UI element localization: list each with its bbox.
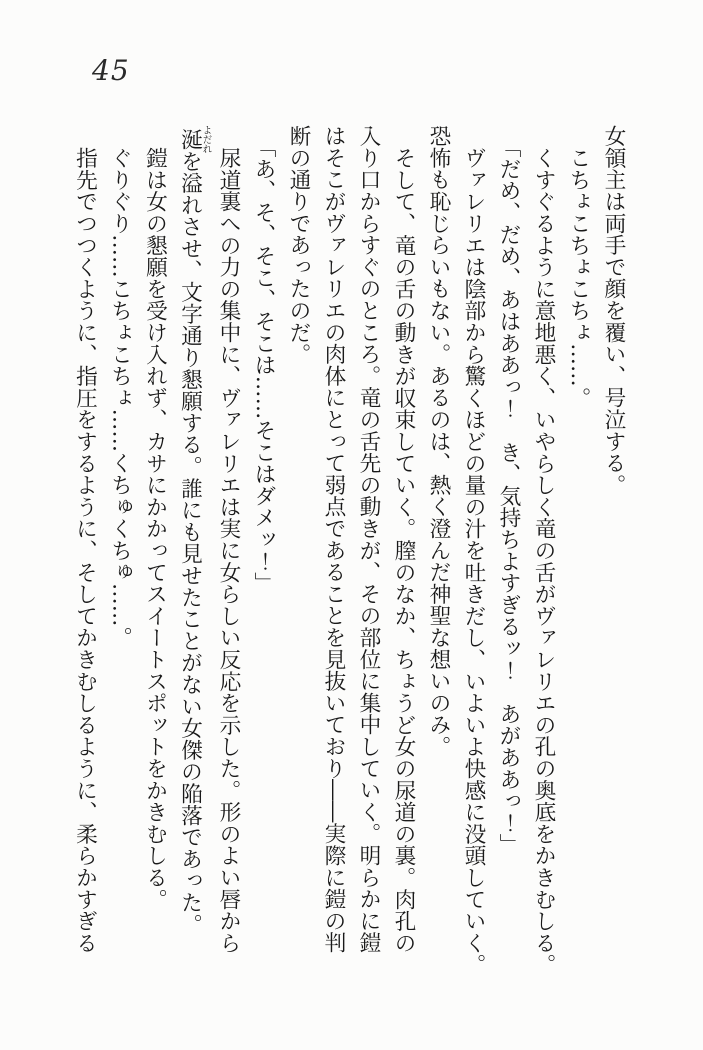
text-column-3: くすぐるように意地悪く、いやらしく竜の舌がヴァレリエの孔の奥底をかきむしる。 (531, 146, 556, 976)
text-column-16: 指先でつつくように、指圧をするように、そしてかきむしるように、柔らかすぎる (72, 146, 98, 954)
text-column-4: 「だめ、だめ、あはああっ！ き、気持ちよすぎるッ！ あがああっ！」 (496, 136, 521, 856)
text-column-13-rest: を溢れさせ、文字通り懇願する。誰にも見せたことがない女傑の陥落であった。 (177, 150, 203, 935)
page-number: 45 (92, 54, 130, 87)
vertical-text-block (68, 125, 632, 977)
text-column-14: 鎧は女の懇願を受け入れず、カサにかかってスイートスポットをかきむしる。 (142, 146, 168, 910)
text-column-13 (173, 125, 212, 977)
furigana: よだれ (200, 125, 212, 154)
text-column-8: 入り口からすぐのところ。竜の舌先の動きが、その部位に集中していく。明らかに鎧 (356, 125, 381, 954)
ruby-word (177, 125, 212, 154)
text-column-9: はそこがヴァレリエの肉体にとって弱点であることを見抜いており――実際に鎧の判 (321, 125, 346, 954)
text-column-2: こちょこちょこちょ……。 (566, 146, 591, 409)
text-column-1: 女領主は両手で顔を覆い、号泣する。 (601, 125, 626, 496)
text-column-11: 「あ、そ、そこ、そこは……そこはダメッ！」 (251, 136, 276, 594)
ruby-base: 涎 (177, 125, 203, 154)
text-column-10: 断の通りであったのだ。 (286, 125, 311, 365)
text-column-5: ヴァレリエは陰部から驚くほどの量の汁を吐きだし、いよいよ快感に没頭していく。 (461, 146, 486, 976)
text-column-15: ぐりぐり……こちょこちょ……くちゅくちゅ……。 (107, 146, 133, 649)
text-column-12: 尿道裏への力の集中に、ヴァレリエは実に女らしい反応を示した。形のよい唇から (216, 146, 241, 954)
text-column-6: 恐怖も恥じらいもない。あるのは、熱く澄んだ神聖な想いのみ。 (426, 125, 451, 758)
text-column-7: そして、竜の舌の動きが収束していく。膣のなか、ちょうど女の尿道の裏。肉孔の (391, 146, 416, 954)
